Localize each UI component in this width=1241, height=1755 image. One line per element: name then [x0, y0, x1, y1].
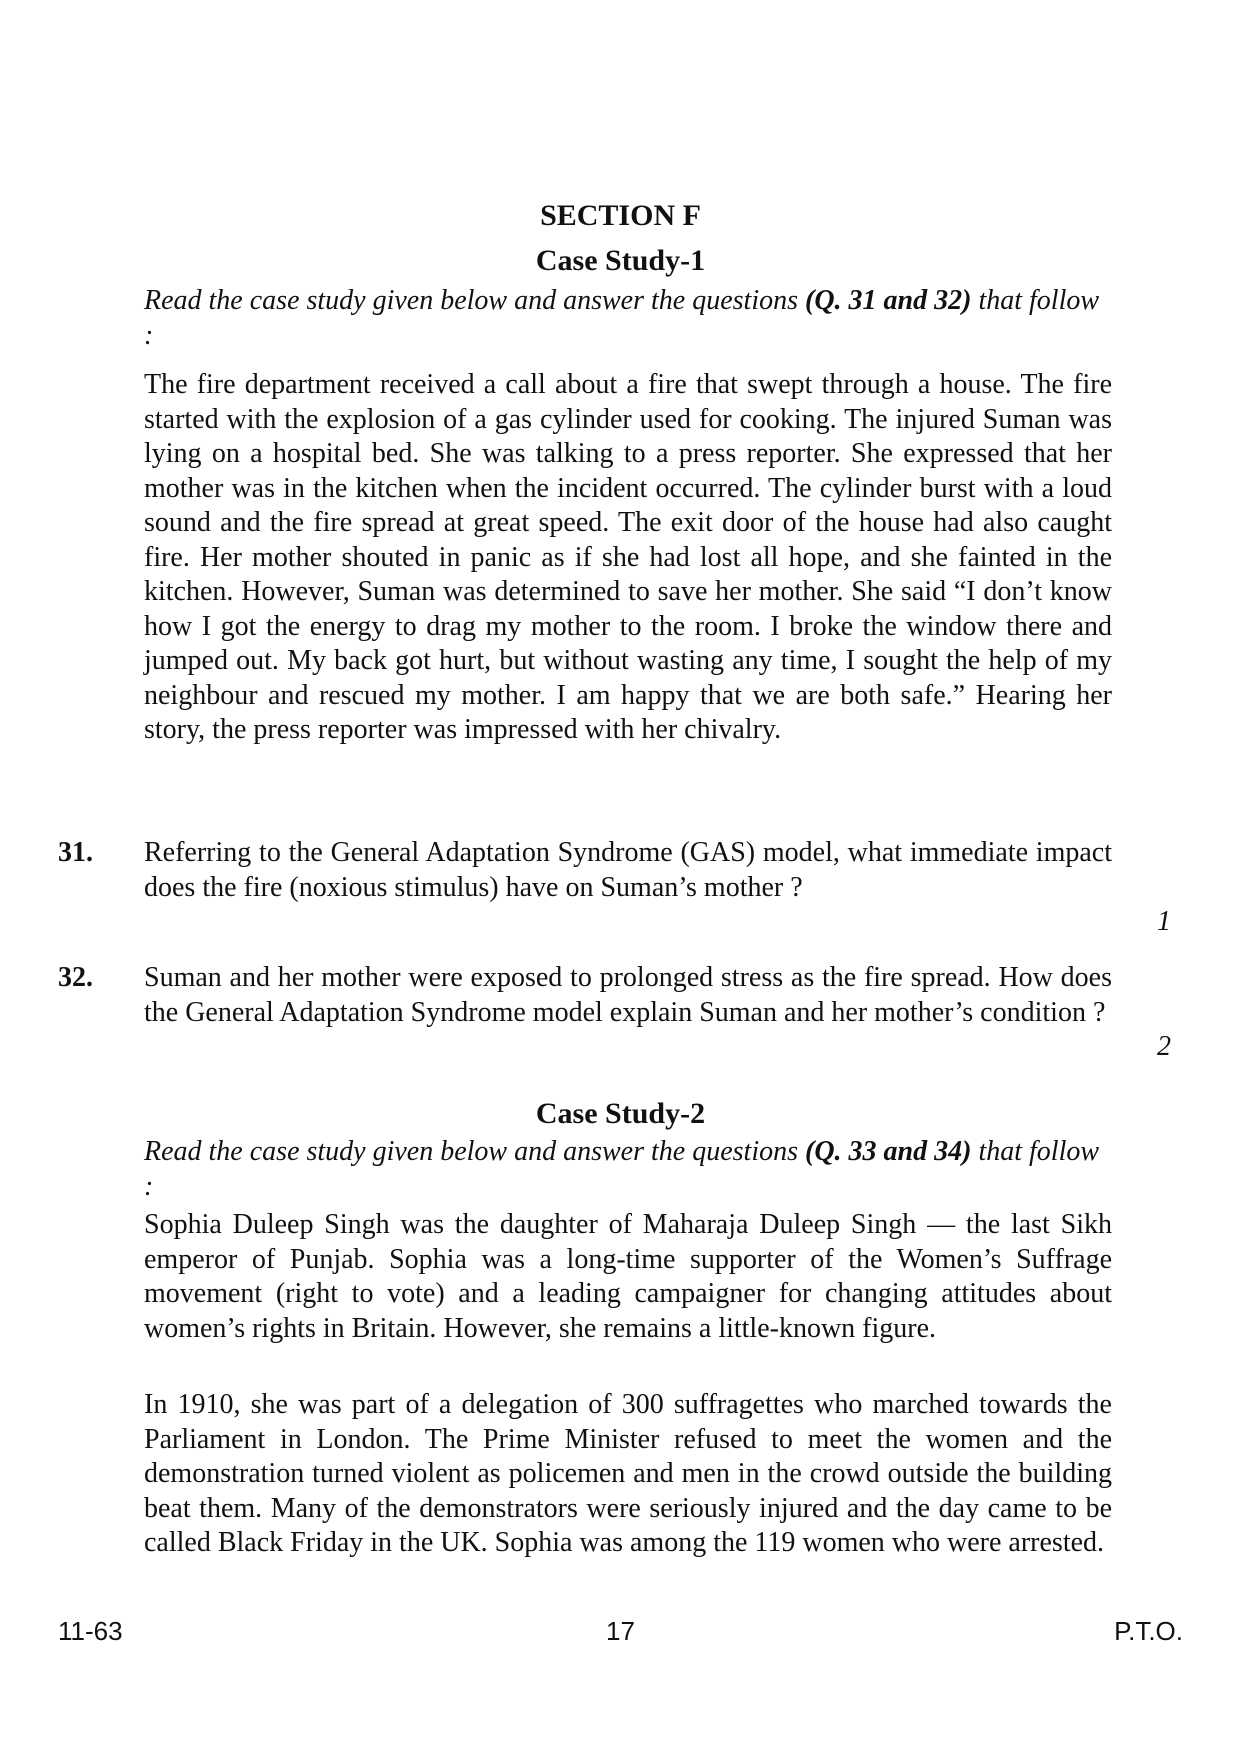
case-study-1-title: Case Study-1	[535, 244, 706, 277]
instruction-end: that follow :	[144, 1136, 1100, 1202]
case-study-1-passage: The fire department received a call about a fire that swept through a house. The fire started with the explosion of a gas cylinder used for cooking. The injured Suman was lying on a hospital bed. She was talking to a press reporter. She expressed that her mother was in the kitchen when the incident occurred. The cylinder burst with a loud sound and the fire spread at great speed. The exit door of the house had also caught fire. Her mother shouted in panic as if she had lost all hope, and she fainted in the kitchen. However, Suman was determined to save her mother. She said “I don’t know how I got the energy to drag my mother to the room. I broke the window there and jumped out. My back got hurt, but without wasting any time, I sought the help of my neighbour and rescued my mother. I am happy that we are both safe.” Hearing her story, the press reporter was impressed with her chivalry.	[144, 369, 1112, 745]
case-study-2-passage-1: Sophia Duleep Singh was the daughter of Maharaja Duleep Singh — the last Sikh emperor of Punjab. Sophia was a long-time supporter of the Women’s Suffrage movement (right to vote) and a leading campaigner for changing attitudes about women’s rights in Britain. However, she remains a little-known figure.	[144, 1209, 1112, 1344]
footer-paper-code: 11-63	[58, 1616, 123, 1646]
case-study-2-passage-2: In 1910, she was part of a delegation of 300 suffragettes who marched towards the Parliament in London. The Prime Minister refused to meet the women and the demonstration turned violent as policemen and men in the crowd outside the building beat them. Many of the demonstrators were seriously injured and the day came to be called Black Friday in the UK. Sophia was among the 119 women who were arrested.	[144, 1389, 1112, 1558]
case-study-1-instruction	[144, 284, 1112, 353]
case-study-2-title: Case Study-2	[535, 1097, 706, 1130]
instruction-text: Read the case study given below and answer the questions	[144, 285, 805, 316]
instruction-text: Read the case study given below and answer the questions	[144, 1136, 805, 1167]
section-title: SECTION F	[540, 199, 701, 232]
question-text: Referring to the General Adaptation Syndrome (GAS) model, what immediate impact does the fire (noxious stimulus) have on Suman’s mother ?	[144, 837, 1112, 903]
instruction-question-range: (Q. 31 and 32)	[805, 285, 972, 316]
case-study-2-instruction	[144, 1135, 1112, 1204]
question-number: 32.	[58, 962, 93, 993]
question-number: 31.	[58, 837, 93, 868]
instruction-question-range: (Q. 33 and 34)	[805, 1136, 972, 1167]
question-marks: 2	[1157, 1031, 1171, 1062]
footer-pto: P.T.O.	[1114, 1616, 1183, 1646]
question-marks: 1	[1157, 906, 1171, 937]
question-text: Suman and her mother were exposed to prolonged stress as the fire spread. How does the General Adaptation Syndrome model explain Suman and her mother’s condition ?	[144, 962, 1112, 1028]
instruction-end: that follow :	[144, 285, 1100, 351]
footer-page-number: 17	[606, 1616, 635, 1646]
